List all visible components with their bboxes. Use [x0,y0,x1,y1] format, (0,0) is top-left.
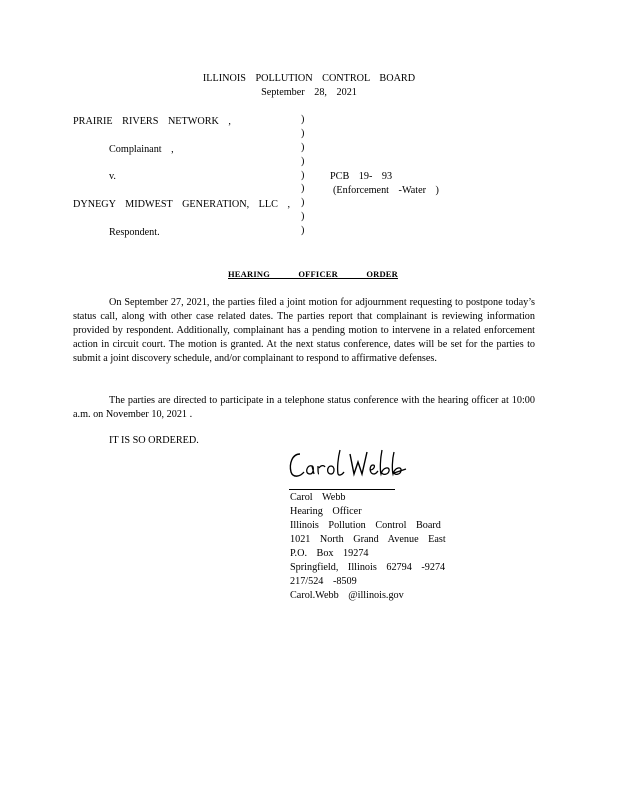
address-city: Springfield, Illinois 62794 -9274 [290,562,446,573]
order-paragraph-2: The parties are directed to participate in a telephone status conference with the hearing officer at 10:00 a.m. on November 10, 2021 . [73,395,535,420]
paren: ) [301,127,305,139]
signature-block [290,491,446,603]
signer-organization: Illinois Pollution Control Board [290,520,441,531]
paren: ) [301,183,305,195]
paren: ) [301,114,305,125]
paren: ) [301,155,305,167]
respondent-role: Respondent. [109,227,160,238]
handwritten-signature [286,444,416,484]
complainant-name: PRAIRIE RIVERS NETWORK , [73,116,231,127]
signature-line [289,489,395,490]
paren: ) [301,141,305,153]
address-po-box: P.O. Box 19274 [290,548,369,559]
order-date: September 28, 2021 [261,87,357,98]
paren: ) [301,197,305,209]
paren: ) [301,211,305,223]
paren: ) [301,225,305,237]
closing-line: IT IS SO ORDERED. [109,435,199,446]
board-title: ILLINOIS POLLUTION CONTROL BOARD [202,73,416,84]
signer-title: Hearing Officer [290,506,362,517]
case-number: PCB 19- 93 [330,171,393,182]
complainant-role: Complainant , [109,144,174,155]
paren: ) [301,169,305,181]
order-paragraph-1: On September 27, 2021, the parties filed a joint motion for adjournment requesting to postpone today’s status call, along with other case related dates. The parties report that complainant is reviewing information provided by respondent. Additionally, complainant has a pending motion to intervene in a related enforcement action in circuit court. The motion is granted. At the next status conference, dates will be set for the parties to submit a joint discovery schedule, and/or complainant to respond to affirmative defenses. [73,297,535,364]
versus-label: v. [109,171,116,182]
email-address: Carol.Webb @illinois.gov [290,590,404,601]
phone-number: 217/524 -8509 [290,576,357,587]
respondent-name: DYNEGY MIDWEST GENERATION, LLC , [73,199,291,210]
case-type: (Enforcement -Water ) [333,185,439,196]
caption-parentheses [301,114,304,239]
signer-name: Carol Webb [290,492,346,503]
order-heading: HEARING OFFICER ORDER [228,269,399,279]
address-street: 1021 North Grand Avenue East [290,534,446,545]
